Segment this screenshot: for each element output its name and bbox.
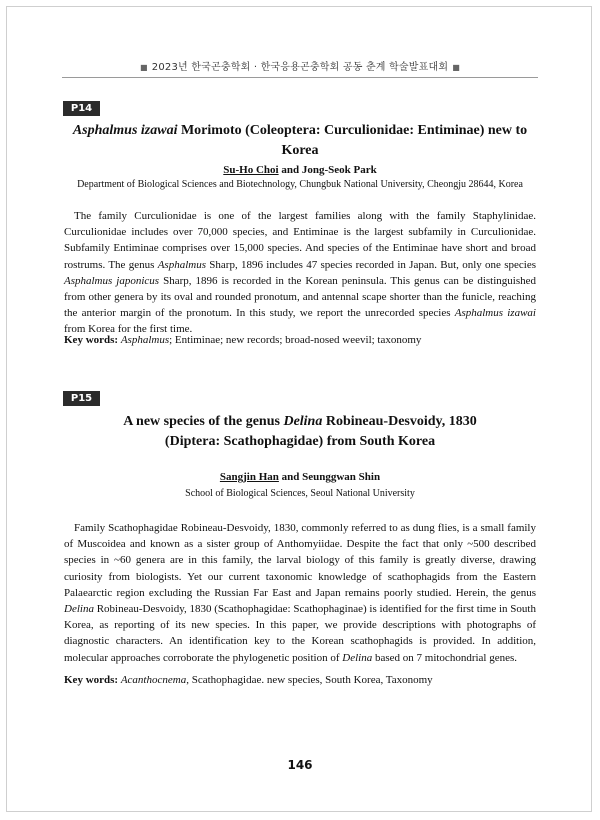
p15-abstract bbox=[64, 520, 536, 666]
p14-abstract-text: The family Curculionidae is one of the largest families along with the family Staphylinidae. Curculionidae includes over 70,000 species, and Entiminae is the largest subfamily in Curculionidae. Subfamily Entiminae comprises over 15,000 species. And species of the Entiminae have short and broad rostrums. The genus bbox=[64, 210, 536, 271]
p14-abstract-genus: Asphalmus bbox=[157, 258, 206, 271]
p14-abstract-species: Asphalmus izawai bbox=[454, 307, 536, 320]
p15-abstract-text: Family Scathophagidae Robineau-Desvoidy, 1830, commonly referred to as dung flies, is a small family of Muscoidea and known as a sister group of Anthomyiidae. Despite the fact that only ~500 described species in ~60 genera are in this family, the larval biology of this family is greatly diverse, drawing curiosity from biologists. Yet our current taxonomic knowledge of scathophagids from the Eastern Palaearctic region excluding the Russian Far East and Japan remains poorly studied. Herein, the genus bbox=[64, 522, 536, 599]
p14-title bbox=[62, 121, 538, 161]
p15-affiliation: School of Biological Sciences, Seoul National University bbox=[185, 488, 415, 499]
header-marker-right: ■ bbox=[452, 63, 460, 72]
p14-abstract-text: from Korea for the first time. bbox=[64, 323, 193, 336]
p14-abstract-species: Asphalmus japonicus bbox=[64, 274, 160, 287]
p15-first-author: Sangjin Han bbox=[219, 471, 279, 483]
p15-coauthors: and Seunggwan Shin bbox=[278, 471, 381, 483]
header-rule bbox=[62, 77, 538, 78]
p14-keyword-genus: Asphalmus bbox=[120, 334, 170, 346]
page-number: 146 bbox=[287, 758, 313, 772]
p15-abstract-text: Robineau-Desvoidy, 1830 (Scathophagidae: Scathophaginae) is identified for the first time in South Korea, as reporting of its new species. In this paper, we provide descriptions with photographs of diagnostic characters. An identification key to the Korean scathophagids is provided. In addition, molecular approaches corroborate the phylogenetic position of bbox=[64, 603, 536, 664]
p14-first-author: Su-Ho Choi bbox=[223, 164, 279, 176]
p15-title-line2: (Diptera: Scathophagidae) from South Korea bbox=[164, 434, 436, 449]
p15-title bbox=[62, 412, 538, 452]
p14-abstract bbox=[64, 208, 536, 338]
p14-authors bbox=[62, 164, 538, 176]
running-header bbox=[0, 58, 600, 73]
p14-abstract-text: Sharp, 1896 includes 47 species recorded in Japan. But, only one species bbox=[205, 258, 536, 271]
p15-keywords bbox=[64, 674, 536, 686]
p15-title-text: Robineau-Desvoidy, 1830 bbox=[322, 414, 477, 429]
p14-keywords bbox=[64, 334, 536, 346]
p15-keywords-list: , Scathophagidae. new species, South Korea, Taxonomy bbox=[186, 674, 433, 686]
p14-coauthors: and Jong-Seok Park bbox=[278, 164, 377, 176]
p15-title-text: A new species of the genus bbox=[123, 414, 284, 429]
p15-abstract-genus: Delina bbox=[64, 603, 94, 616]
p14-abstract-text: Sharp, 1896 is recorded in the Korean peninsula. This genus can be distinguished from other genera by its oval and rounded pronotum, and antennal scape shorter than the funicle, reaching the anterior margin of the pronotum. In this study, we report the unrecorded species bbox=[64, 274, 536, 320]
p15-title-line1 bbox=[62, 412, 538, 432]
p14-badge: P14 bbox=[63, 101, 100, 116]
p15-authors bbox=[62, 471, 538, 483]
p15-title-genus: Delina bbox=[283, 414, 323, 429]
p15-abstract-text: based on 7 mitochondrial genes. bbox=[372, 651, 518, 664]
p14-affiliation: Department of Biological Sciences and Biotechnology, Chungbuk National University, Cheongju 28644, Korea bbox=[77, 179, 523, 190]
p15-keyword-genus: Acanthocnema bbox=[120, 674, 187, 686]
p15-badge: P15 bbox=[63, 391, 100, 406]
p15-keywords-label: Key words: bbox=[64, 674, 121, 686]
p15-abstract-genus: Delina bbox=[342, 651, 373, 664]
p14-keywords-list: ; Entiminae; new records; broad-nosed weevil; taxonomy bbox=[169, 334, 422, 346]
header-text: 2023년 한국곤충학회 · 한국응용곤충학회 공동 춘계 학술발표대회 bbox=[151, 62, 449, 73]
p14-title-species: Asphalmus izawai bbox=[72, 123, 178, 138]
header-marker-left: ■ bbox=[140, 63, 148, 72]
p14-title-rest: Morimoto (Coleoptera: Curculionidae: Entiminae) new to Korea bbox=[177, 123, 528, 158]
p14-keywords-label: Key words: bbox=[64, 334, 121, 346]
